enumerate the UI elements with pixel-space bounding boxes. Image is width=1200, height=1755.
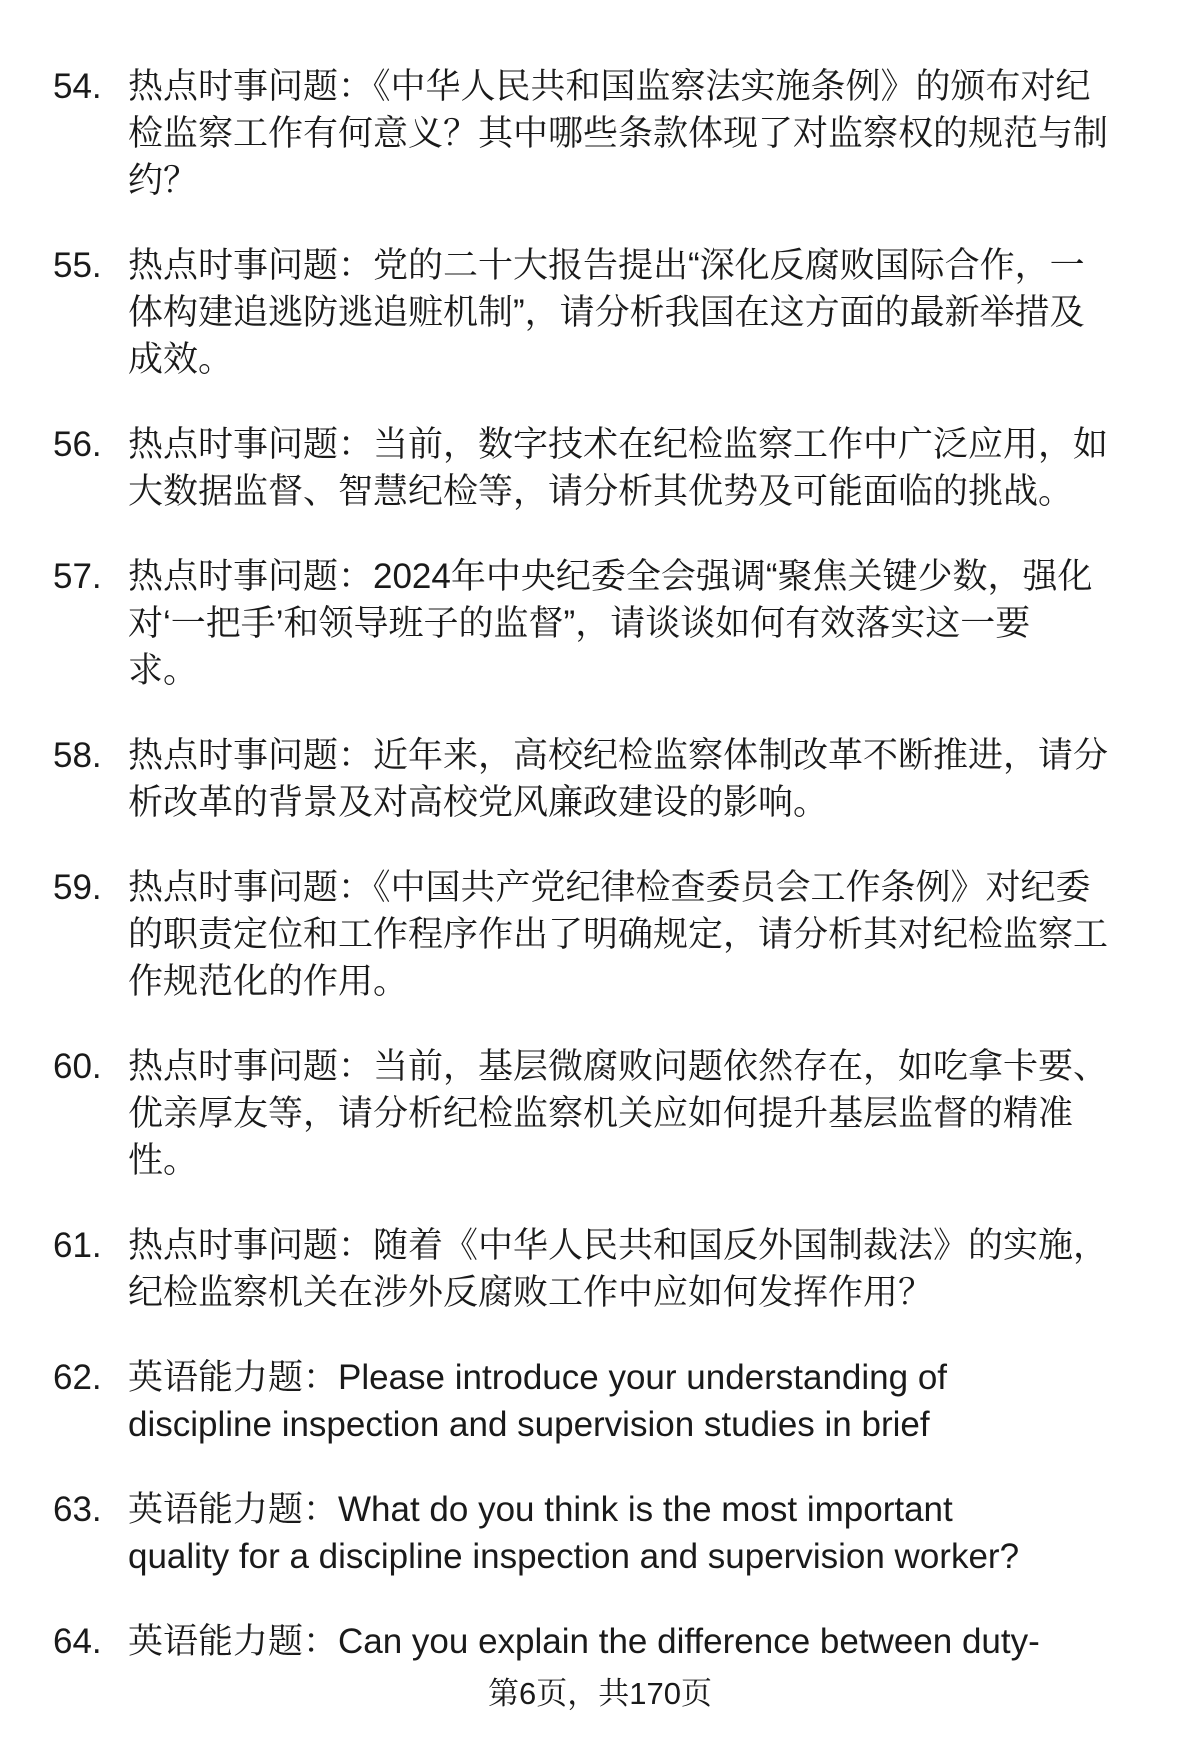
question-item-54: [53, 63, 1160, 204]
question-text-line: 优亲厚友等，请分析纪检监察机关应如何提升基层监督的精准: [128, 1094, 1074, 1133]
question-number: 64.: [53, 1622, 102, 1661]
question-text: [128, 242, 1160, 383]
question-text-line: 的职责定位和工作程序作出了明确规定，请分析其对纪检监察工: [128, 915, 1109, 954]
question-text-line: 英语能力题：What do you think is the most important: [128, 1490, 953, 1529]
question-item-61: [53, 1222, 1160, 1316]
question-text-line: discipline inspection and supervision studies in brief: [128, 1405, 930, 1444]
question-text-line: quality for a discipline inspection and supervision worker?: [128, 1537, 1020, 1576]
question-item-59: [53, 864, 1160, 1005]
question-item-55: [53, 242, 1160, 383]
question-text-line: 约？: [128, 161, 199, 200]
question-text-line: 英语能力题：Can you explain the difference between duty-: [128, 1622, 1040, 1661]
question-text-line: 大数据监督、智慧纪检等，请分析其优势及可能面临的挑战。: [128, 472, 1074, 511]
question-number: 62.: [53, 1358, 102, 1397]
question-item-64: [53, 1618, 1160, 1665]
question-number: 59.: [53, 868, 102, 907]
question-number: 58.: [53, 736, 102, 775]
question-number: 61.: [53, 1226, 102, 1265]
question-number: 54.: [53, 67, 102, 106]
question-text-line: 热点时事问题：当前，基层微腐败问题依然存在，如吃拿卡要、: [128, 1047, 1109, 1086]
question-text-line: 热点时事问题：《中华人民共和国监察法实施条例》的颁布对纪: [128, 67, 1091, 106]
question-number: 55.: [53, 246, 102, 285]
question-text-line: 热点时事问题：随着《中华人民共和国反外国制裁法》的实施，: [128, 1226, 1109, 1265]
question-text: [128, 1618, 1160, 1665]
question-item-57: [53, 553, 1160, 694]
question-text-line: 求。: [128, 651, 199, 690]
question-text-line: 英语能力题：Please introduce your understanding of: [128, 1358, 948, 1397]
question-text-line: 析改革的背景及对高校党风廉政建设的影响。: [128, 783, 829, 822]
question-number: 57.: [53, 557, 102, 596]
question-number: 60.: [53, 1047, 102, 1086]
question-text-line: 成效。: [128, 340, 234, 379]
question-text-line: 热点时事问题：近年来，高校纪检监察体制改革不断推进，请分: [128, 736, 1109, 775]
question-item-56: [53, 421, 1160, 515]
question-text-line: 对‘一把手’和领导班子的监督”，请谈谈如何有效落实这一要: [128, 604, 1031, 643]
question-text-line: 性。: [128, 1141, 199, 1180]
question-text-line: 热点时事问题：当前，数字技术在纪检监察工作中广泛应用，如: [128, 425, 1109, 464]
question-item-62: [53, 1354, 1160, 1448]
question-item-58: [53, 732, 1160, 826]
question-text-line: 热点时事问题：《中国共产党纪律检查委员会工作条例》对纪委: [128, 868, 1091, 907]
question-item-60: [53, 1043, 1160, 1184]
question-text: [128, 421, 1160, 515]
question-text-line: 热点时事问题：党的二十大报告提出“深化反腐败国际合作，一: [128, 246, 1085, 285]
question-text-line: 纪检监察机关在涉外反腐败工作中应如何发挥作用？: [128, 1273, 934, 1312]
question-text-line: 作规范化的作用。: [128, 962, 409, 1001]
question-text-line: 体构建追逃防逃追赃机制”，请分析我国在这方面的最新举措及: [128, 293, 1085, 332]
question-text-line: 检监察工作有何意义？其中哪些条款体现了对监察权的规范与制: [128, 114, 1109, 153]
question-item-63: [53, 1486, 1160, 1580]
question-text: [128, 732, 1160, 826]
question-text: [128, 1043, 1160, 1184]
question-text: [128, 1486, 1160, 1580]
question-text-line: 热点时事问题：2024年中央纪委全会强调“聚焦关键少数，强化: [128, 557, 1093, 596]
question-text: [128, 63, 1160, 204]
question-text: [128, 553, 1160, 694]
question-number: 56.: [53, 425, 102, 464]
question-text: [128, 1354, 1160, 1448]
question-number: 63.: [53, 1490, 102, 1529]
question-text: [128, 1222, 1160, 1316]
question-text: [128, 864, 1160, 1005]
page-footer-label: 第6页，共170页: [488, 1676, 712, 1711]
